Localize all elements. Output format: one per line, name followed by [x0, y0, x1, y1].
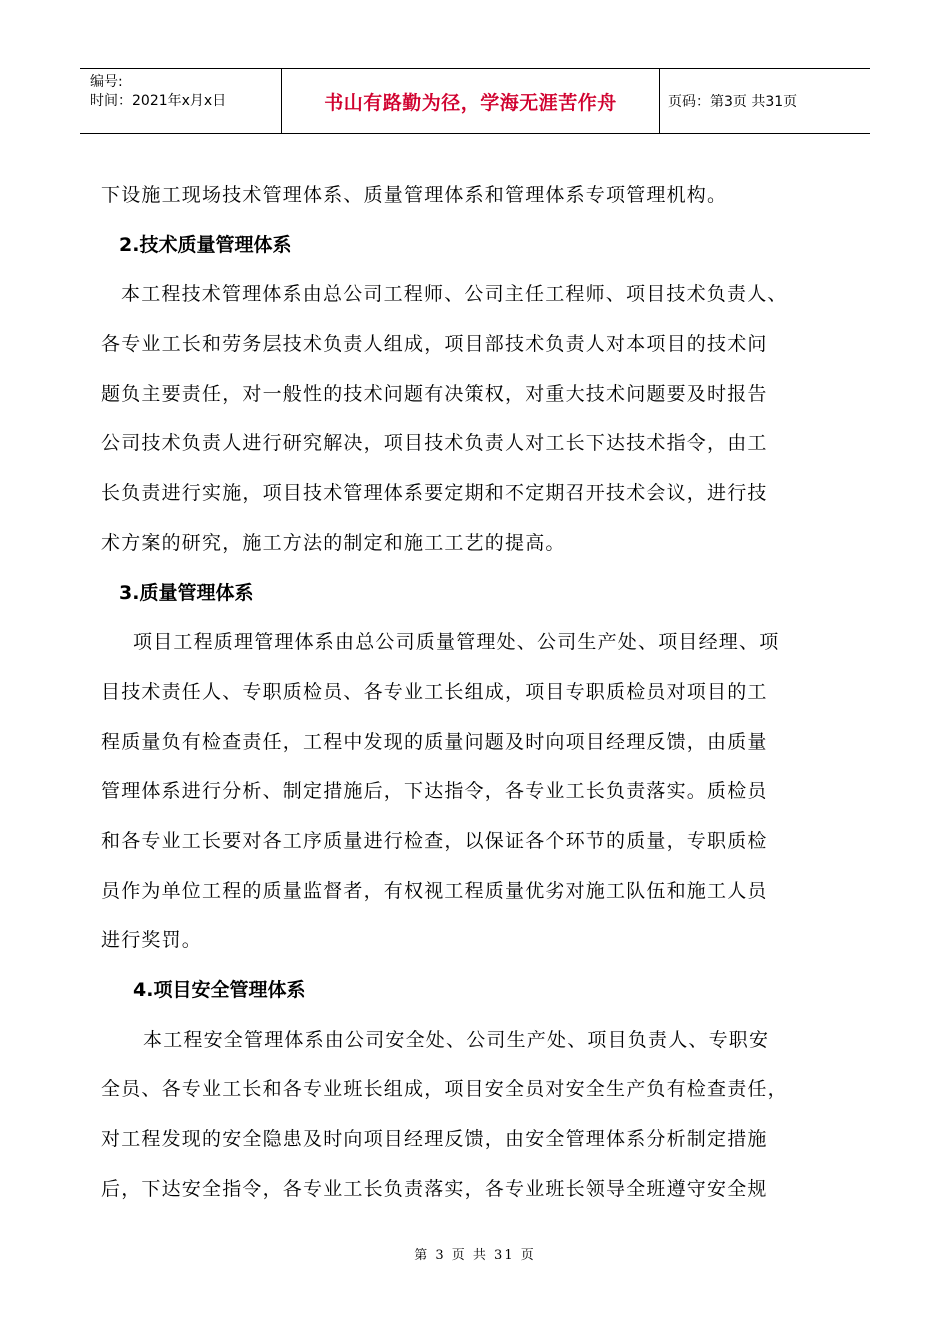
paragraph-line: 各专业工长和劳务层技术负责人组成，项目部技术负责人对本项目的技术问	[101, 333, 768, 356]
header-page-cell	[660, 69, 870, 133]
header-motto-cell	[282, 69, 660, 133]
paragraph-line: 进行奖罚。	[101, 929, 203, 952]
header-page-code: 页码：第3页 共31页	[668, 94, 798, 110]
document-time-label: 时间：2021年x月x日	[90, 93, 227, 109]
body-line: 下设施工现场技术管理体系、质量管理体系和管理体系专项管理机构。	[101, 184, 728, 206]
paragraph-line: 本工程技术管理体系由总公司工程师、公司主任工程师、项目技术负责人、	[121, 283, 788, 306]
paragraph-line: 题负主要责任，对一般性的技术问题有决策权，对重大技术问题要及时报告	[101, 382, 768, 405]
paragraph-line: 后，下达安全指令，各专业工长负责落实，各专业班长领导全班遵守安全规	[101, 1177, 768, 1200]
header-motto: 书山有路勤为径，学海无涯苦作舟	[324, 91, 617, 114]
paragraph-line: 和各专业工长要对各工序质量进行检查，以保证各个环节的质量，专职质检	[101, 829, 768, 852]
document-body	[101, 171, 853, 1214]
paragraph-line: 术方案的研究，施工方法的制定和施工工艺的提高。	[101, 531, 566, 554]
page-header	[80, 68, 870, 134]
header-info-cell	[80, 69, 282, 133]
paragraph-line: 项目工程质理管理体系由总公司质量管理处、公司生产处、项目经理、项	[133, 631, 780, 654]
page-footer: 第 3 页 共 31 页	[414, 1248, 536, 1263]
paragraph-line: 公司技术负责人进行研究解决，项目技术负责人对工长下达技术指令，由工	[101, 432, 768, 455]
section-heading-2: 2.技术质量管理体系	[119, 233, 292, 256]
paragraph-line: 本工程安全管理体系由公司安全处、公司生产处、项目负责人、专职安	[143, 1028, 770, 1051]
paragraph-line: 长负责进行实施，项目技术管理体系要定期和不定期召开技术会议，进行技	[101, 482, 768, 505]
section-heading-3: 3.质量管理体系	[119, 581, 254, 604]
paragraph-line: 程质量负有检查责任，工程中发现的质量问题及时向项目经理反馈，由质量	[101, 730, 768, 753]
paragraph-line: 全员、各专业工长和各专业班长组成，项目安全员对安全生产负有检查责任，	[101, 1078, 788, 1101]
paragraph-line: 目技术责任人、专职质检员、各专业工长组成，项目专职质检员对项目的工	[101, 680, 768, 703]
paragraph-line: 对工程发现的安全隐患及时向项目经理反馈，由安全管理体系分析制定措施	[101, 1128, 768, 1151]
document-number-label: 编号:	[90, 74, 123, 90]
paragraph-line: 员作为单位工程的质量监督者，有权视工程质量优劣对施工队伍和施工人员	[101, 879, 768, 902]
section-heading-4: 4.项目安全管理体系	[133, 979, 306, 1001]
paragraph-line: 管理体系进行分析、制定措施后，下达指令，各专业工长负责落实。质检员	[101, 780, 768, 803]
